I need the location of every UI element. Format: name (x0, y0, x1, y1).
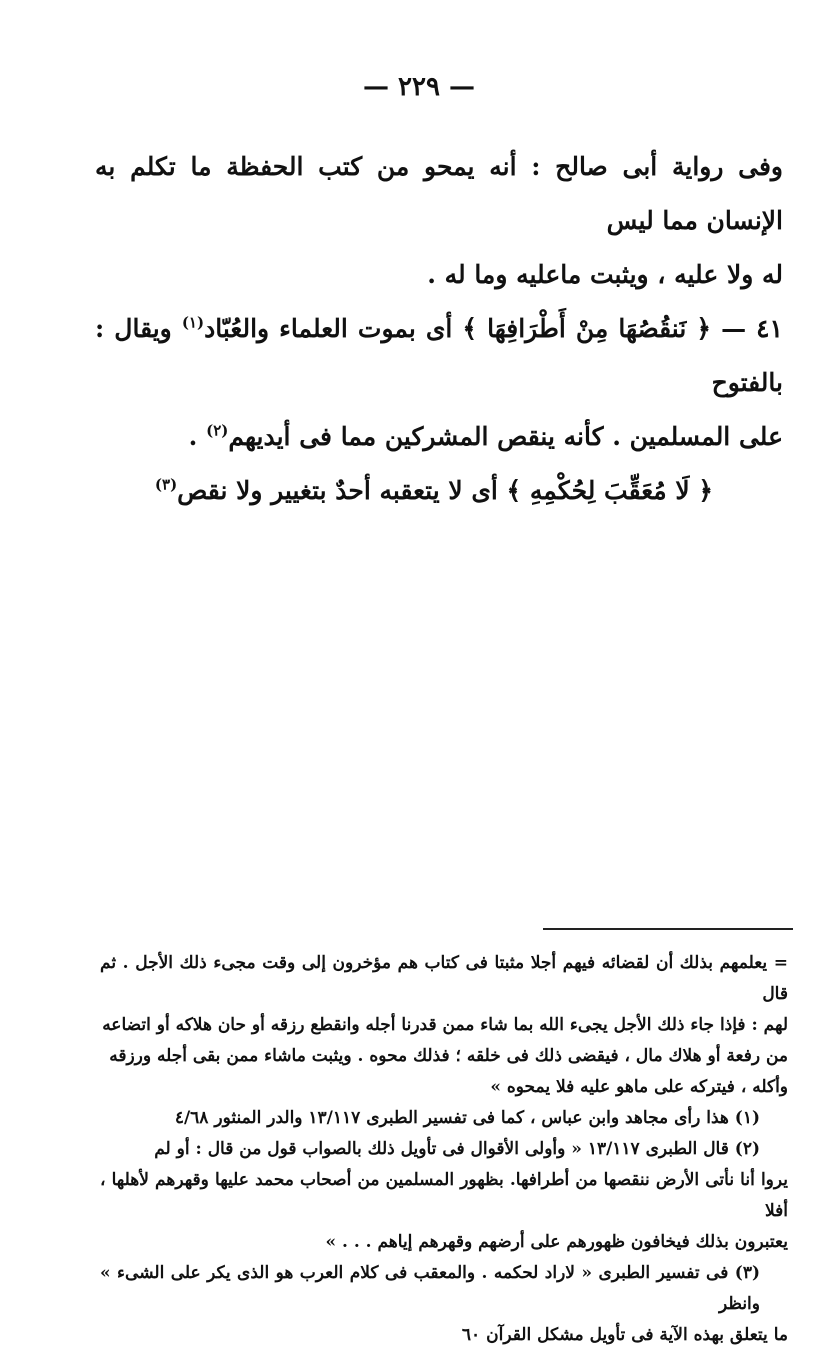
footnote-line: ما يتعلق بهذه الآية فى تأويل مشكل القرآن ٦٠ (461, 1325, 788, 1345)
footnote-line: = يعلمهم بذلك أن لقضائه فيهم أجلا مثبتا فى كتاب هم مؤخرون إلى وقت مجىء ذلك الأجل . ثم قال (100, 953, 788, 1004)
verse-phrase-text: ﴿ لَا مُعَقِّبَ لِحُكْمِهِ ﴾ أى لا يتعقبه أحدٌ بتغيير ولا نقص (177, 476, 713, 505)
footnote-3-cont (100, 1320, 788, 1351)
footnote-2 (100, 1134, 788, 1165)
main-text (95, 140, 783, 518)
footnote-line: من رفعة أو هلاك مال ، فيقضى ذلك فى خلقه ؛ فذلك محوه . ويثبت ماشاء ممن بقى أجله ورزقه (109, 1046, 788, 1066)
footnote-3 (100, 1258, 788, 1320)
text-line (95, 410, 783, 464)
footnote-line: (٣) فى تفسير الطبرى « لاراد لحكمه . والمعقب فى كلام العرب هو الذى يكر على الشىء » وانظر (100, 1263, 760, 1314)
paragraph-3 (95, 464, 783, 518)
footnote-2-cont (100, 1165, 788, 1258)
footnote-separator (543, 928, 793, 930)
text-segment: ويقال : بالفتوح (95, 314, 783, 397)
footnote-ref-1[interactable]: (١) (181, 313, 205, 332)
text-line: وفى رواية أبى صالح : أنه يمحو من كتب الحفظة ما تكلم به الإنسان مما ليس (95, 152, 783, 235)
footnote-line: لهم : فإذا جاء ذلك الأجل يجىء الله بما شاء ممن قدرنا أجله وانقطع رزقه أو حان هلاكه أو اتضاعه (102, 1015, 788, 1035)
footnote-line: يعتبرون بذلك فيخافون ظهورهم على أرضهم وقهرهم إياهم . . . » (325, 1232, 788, 1252)
footnote-line: يروا أنا نأتى الأرض ننقصها من أطرافها. بظهور المسلمين من أصحاب محمد عليها وقهرهم لأهلها ، أفلا (100, 1170, 788, 1221)
text-line: له ولا عليه ، ويثبت ماعليه وما له . (427, 260, 783, 289)
footnotes (100, 948, 788, 1351)
text-line (95, 302, 783, 410)
footnote-continuation (100, 948, 788, 1103)
text-segment: على المسلمين . كأنه ينقص المشركين مما فى أيديهم (228, 422, 783, 451)
footnote-ref-3[interactable]: (٣) (154, 475, 178, 494)
text-line (95, 464, 713, 518)
footnote-line: (٢) قال الطبرى ١٣/١١٧ « وأولى الأقوال فى تأويل ذلك بالصواب قول من قال : أو لم (154, 1139, 760, 1159)
footnote-1: (١) هذا رأى مجاهد وابن عباس ، كما فى تفسير الطبرى ١٣/١١٧ والدر المنثور ٤/٦٨ (174, 1108, 760, 1128)
paragraph-1 (95, 140, 783, 302)
page-number: — ٢٢٩ — (362, 72, 476, 102)
footnote-line: وأكله ، فيتركه على ماهو عليه فلا يمحوه » (490, 1077, 788, 1097)
text-segment: . (188, 422, 207, 451)
footnote-ref-2[interactable]: (٢) (206, 421, 229, 440)
verse-41-text: ٤١ — ﴿ نَنقُصُهَا مِنْ أَطْرَافِهَا ﴾ أى بموت العلماء والعُبّاد (204, 314, 783, 343)
paragraph-2 (95, 302, 783, 464)
